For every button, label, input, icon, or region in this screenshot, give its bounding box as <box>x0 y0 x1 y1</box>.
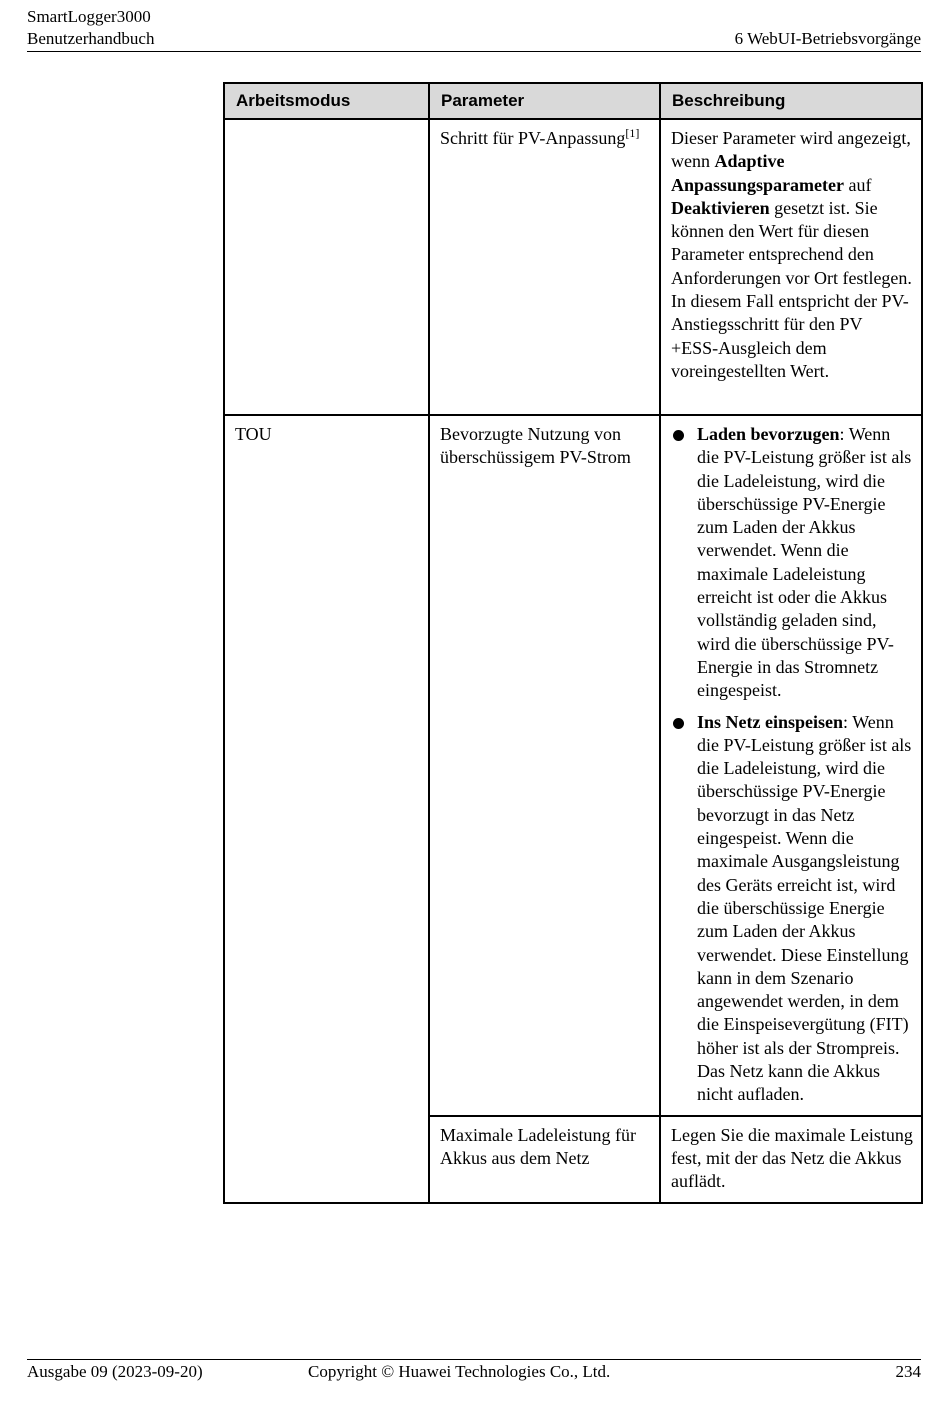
copyright-text: Copyright © Huawei Technologies Co., Ltd. <box>308 1362 611 1381</box>
description-cell <box>660 119 922 415</box>
page-number: 234 <box>895 1362 921 1381</box>
footer-divider <box>27 1359 921 1360</box>
description-bold: Adaptive Anpassungsparameter <box>671 151 845 195</box>
mode-cell <box>224 119 429 415</box>
header-divider <box>27 51 921 52</box>
product-name: SmartLogger3000 <box>27 7 151 26</box>
column-header-mode: Arbeitsmodus <box>224 83 429 119</box>
option-description: : Wenn die PV-Leistung größer ist als die Ladeleistung, wird die überschüssige PV-Energie bevorzugt in das Netz eingespeist. Wenn die maximale Ausgangsleistung des Geräts erreicht ist, wird die überschüssige Energie zum Laden der Akkus verwendet. Diese Einstellung kann in dem Szenario angewendet werden, in dem die Einspeisevergütung (FIT) höher ist als der Strompreis. Das Netz kann die Akkus nicht aufladen. <box>697 711 912 1105</box>
table-row <box>224 415 922 1116</box>
parameter-cell: Maximale Ladeleistung für Akkus aus dem Netz <box>429 1116 660 1203</box>
chapter-title: 6 WebUI-Betriebsvorgänge <box>734 29 921 48</box>
bullet-list <box>671 423 913 1107</box>
edition-label: Ausgabe 09 (2023-09-20) <box>27 1362 203 1381</box>
parameter-cell <box>429 119 660 415</box>
description-text: auf <box>844 174 872 195</box>
description-cell <box>660 415 922 1116</box>
table-header-row <box>224 83 922 119</box>
parameter-cell: Bevorzugte Nutzung von überschüssigem PV-Strom <box>429 415 660 1116</box>
description-text: Dieser Parameter wird angezeigt, wenn <box>671 128 911 172</box>
manual-title: Benutzerhandbuch <box>27 29 155 48</box>
parameter-table <box>223 82 923 1204</box>
bullet-dot-icon <box>673 718 684 729</box>
page-header-left <box>27 6 154 50</box>
footnote-ref: [1] <box>625 126 640 140</box>
list-item <box>671 423 913 703</box>
option-description: : Wenn die PV-Leistung größer ist als die Ladeleistung, wird die überschüssige PV-Energie zum Laden der Akkus verwendet. Wenn die maximale Ladeleistung erreicht ist oder die Akkus vollständig geladen sind, wird die überschüssige PV-Energie in das Stromnetz eingespeist. <box>697 424 912 701</box>
mode-cell: TOU <box>224 415 429 1203</box>
column-header-description: Beschreibung <box>660 83 922 119</box>
column-header-parameter: Parameter <box>429 83 660 119</box>
description-cell: Legen Sie die maximale Leistung fest, mit der das Netz die Akkus auflädt. <box>660 1116 922 1203</box>
bullet-dot-icon <box>673 430 684 441</box>
description-text: gesetzt ist. Sie können den Wert für diesen Parameter entsprechend den Anforderungen vor Ort festlegen. In diesem Fall entspricht der PV-Anstiegsschritt für den PV +ESS-Ausgleich dem voreingestellten Wert. <box>671 197 912 381</box>
parameter-name: Schritt für PV-Anpassung <box>440 128 626 148</box>
option-name: Laden bevorzugen <box>697 424 840 444</box>
option-name: Ins Netz einspeisen <box>697 711 844 732</box>
description-bold: Deaktivieren <box>671 197 770 218</box>
table-row <box>224 119 922 415</box>
list-item <box>671 711 913 1107</box>
